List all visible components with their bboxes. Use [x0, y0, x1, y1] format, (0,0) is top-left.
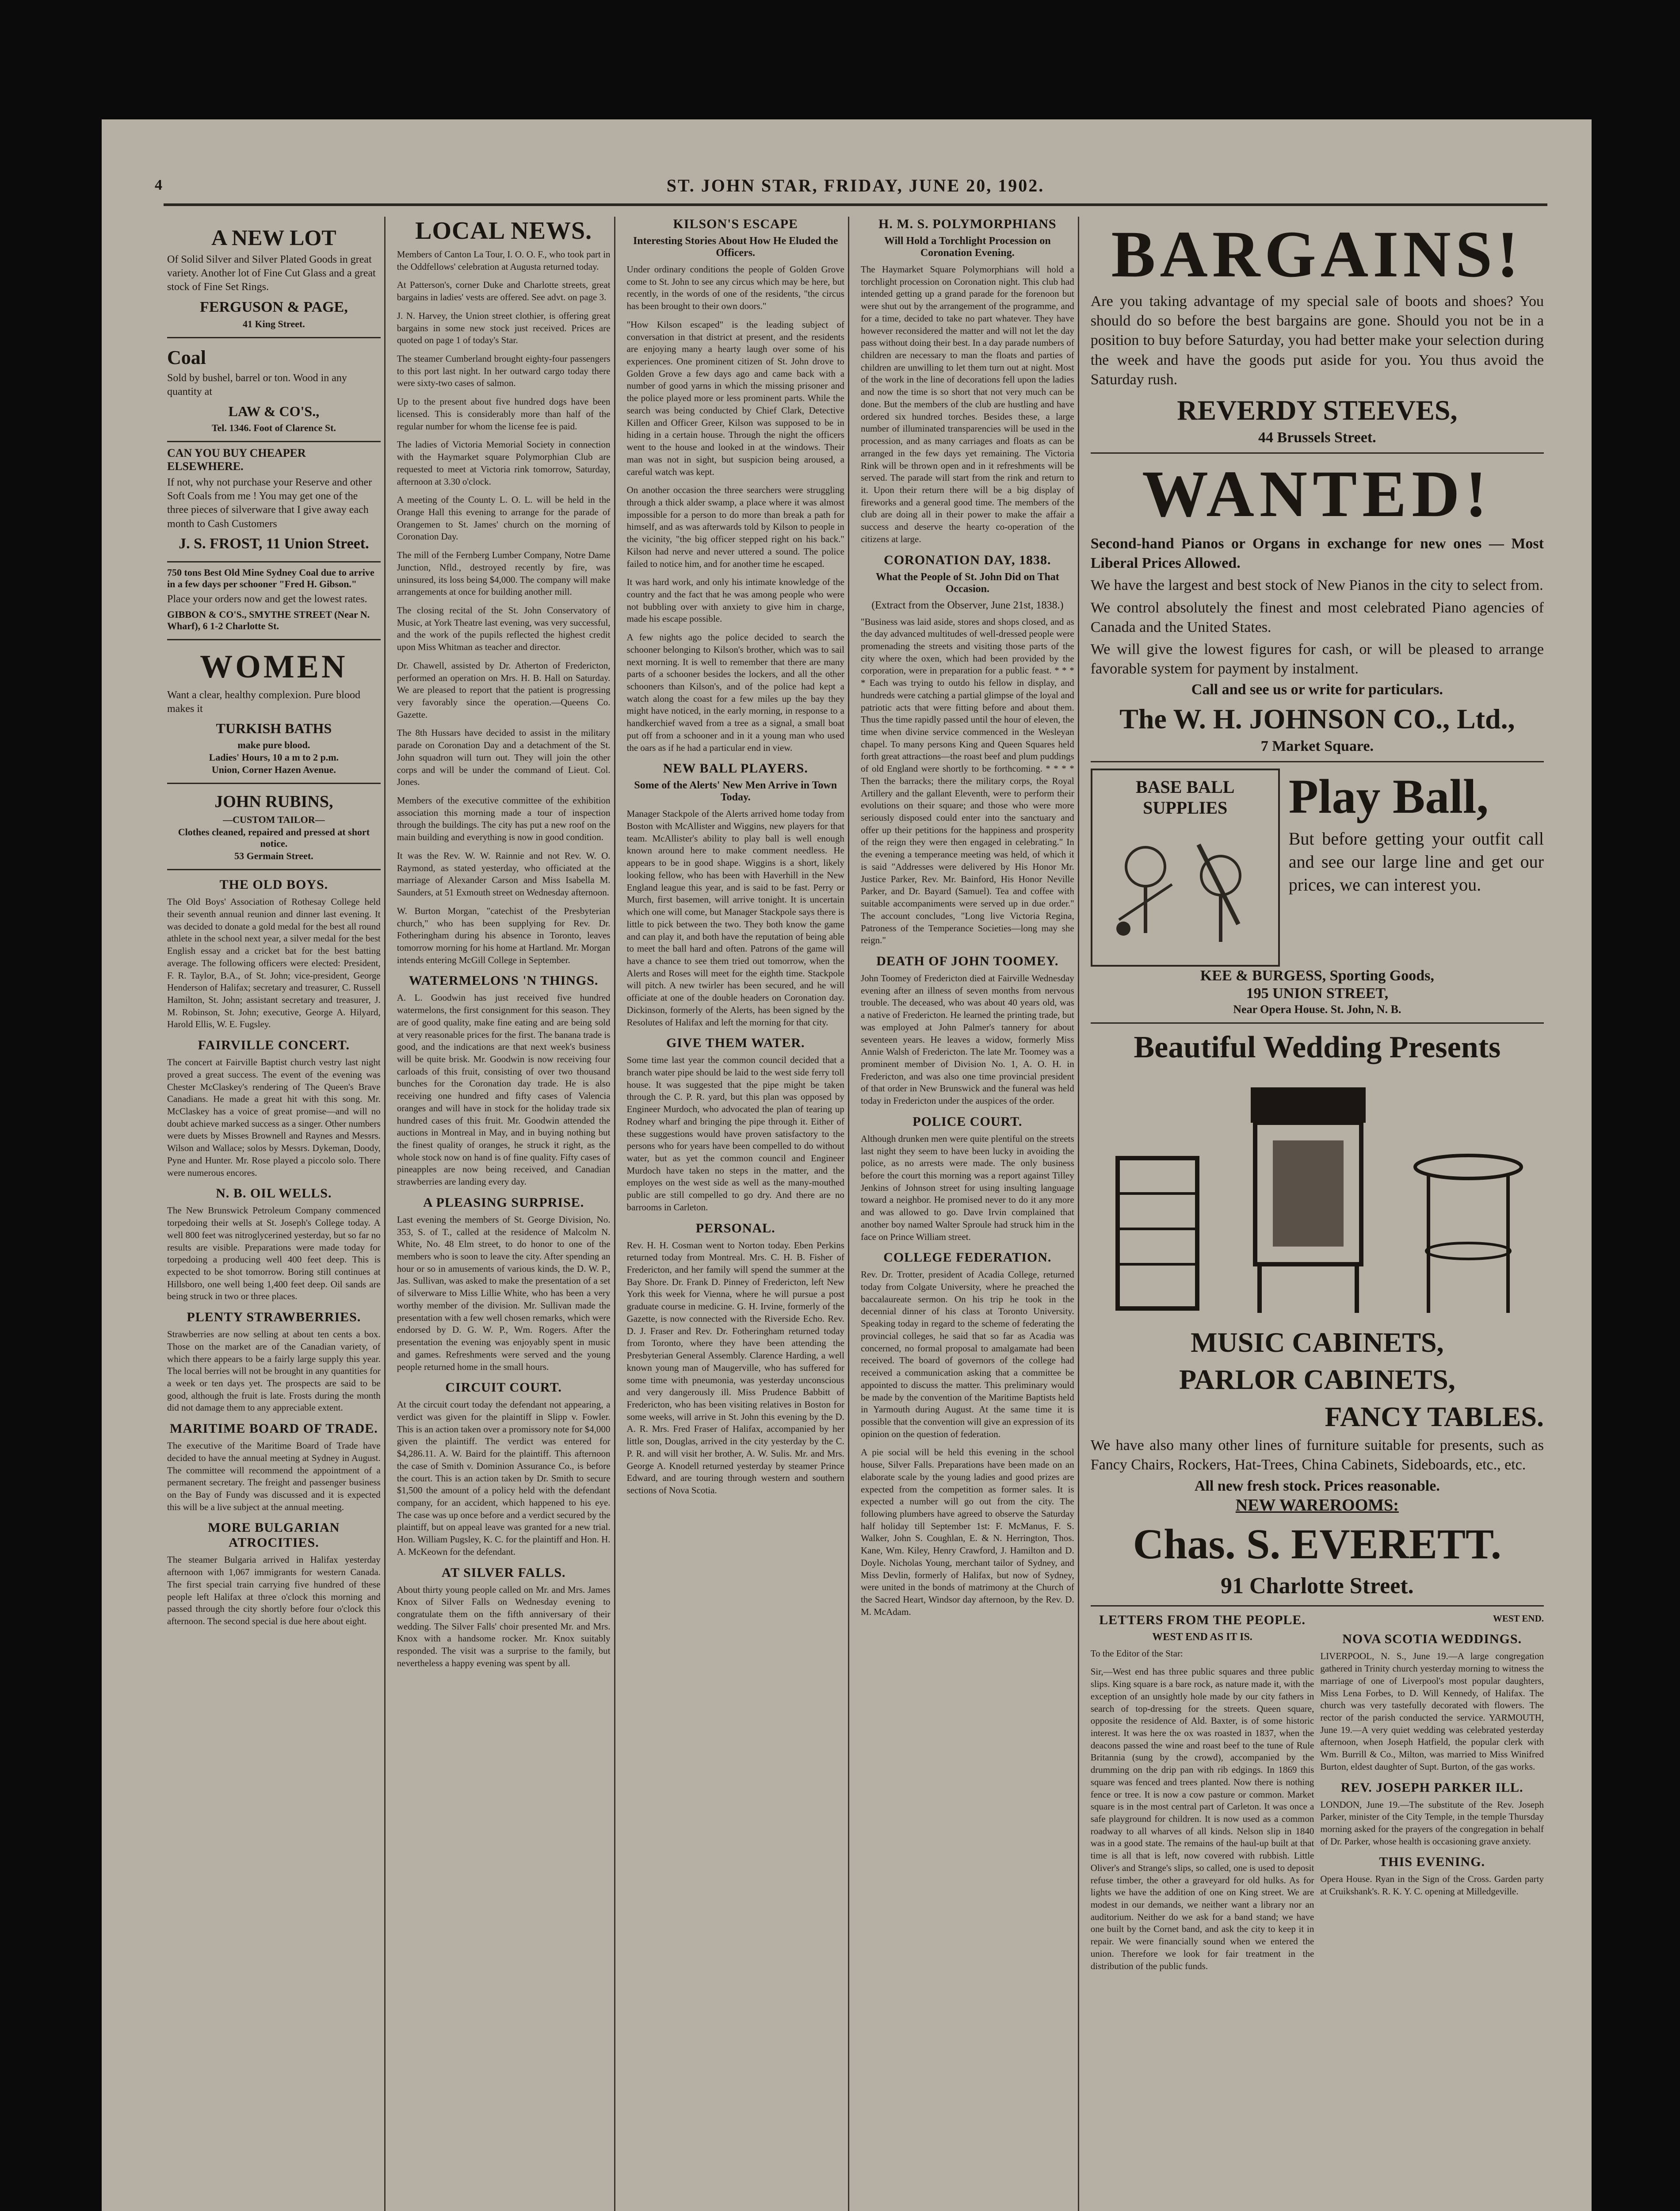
ad-john-rubins [167, 784, 381, 870]
ad-sub: —CUSTOM TAILOR— [223, 814, 325, 826]
headline: AT SILVER FALLS. [441, 1565, 566, 1580]
local-item: The closing recital of the St. John Conservatory of Music, at York Theatre last evening, was very successful, and the work of the pupils reflected the highest credit upon Miss Whitman as teacher and director. [397, 604, 611, 653]
subheadline: What the People of St. John Did on That Occasion. [875, 571, 1059, 595]
ad-text: Want a clear, healthy complexion. Pure blood makes it [167, 689, 360, 715]
headline: LETTERS FROM THE PEOPLE. [1099, 1612, 1306, 1627]
local-item: The mill of the Fernberg Lumber Company, Notre Dame Junction, Nfld., destroyed recently by fire, was uninsured, its loss being $4,000. The company will make arrangements at once for building another mill. [397, 550, 611, 597]
ad-title: JOHN RUBINS, [214, 792, 333, 811]
column-4 [857, 217, 1079, 2211]
wedding-address: 91 Charlotte Street. [1221, 1573, 1414, 1599]
source-note: (Extract from the Observer, June 21st, 1838.) [871, 599, 1064, 611]
newspaper-page [102, 119, 1592, 2211]
article-text: Last evening the members of St. George Division, No. 353, S. of T., called at the residence of Malcolm N. White, No. 48 Elm street, to do honor to one of the members who is soon to leave the city. After spending an hour or so in amusements of various kinds, the D. W. P., Jas. Sullivan, was asked to make the presentation of a set of silverware to Miss Lillie White, who has been a very worthy member of the division. Mr. Sullivan made the presentation with a few well chosen remarks, which were endorsed by D. G. W. P., Wm. Rogers. After the presentation the evening was enjoyably spent in music and games. Refreshments were served and the young people returned home in the small hours. [397, 1214, 611, 1372]
local-item: Members of the executive committee of the exhibition association this morning made a tour of inspection through the buildings. The city has put a new roof on the main building and everything is now in good condition. [397, 795, 611, 843]
article-text: The Old Boys' Association of Rothesay College held their seventh annual reunion and dinner last evening. It was decided to donate a gold medal for the best all round athlete in the school next year, a silver medal for the best English essay and a cricket bat for the best batting average. The following officers were elected: President, F. R. Taylor, B.A., of St. John; vice-president, George Henderson of Halifax; secretary and treasurer, C. Russell Hamilton, St. John; assistant secretary and treasurer, J. M. Robinson, St. John; executive, George A. Hilyard, Harold Ellis, W. E. Fugsley. [167, 896, 381, 1030]
bargains-title: BARGAINS! [1111, 218, 1523, 291]
headline: FAIRVILLE CONCERT. [198, 1038, 350, 1053]
headline: PERSONAL. [695, 1220, 775, 1236]
article-text: Manager Stackpole of the Alerts arrived home today from Boston with McAllister and Wiggins, new players for that team. McAllister's ability to play ball is well enough known around here to make comment needless. He appears to be in good shape. Wiggins is a short, likely looking fellow, who has been with Haverhill in the New England league this year, and is said to be fast. Perry or Murch, first basemen, will arrive tonight. It is uncertain which one will come, but Manager Stackpole says there is little to pick between the two. They both know the game and can play it, and both have the reputation of being able to meet the ball hard and often. Patrons of the game will have a chance to see them tried out tomorrow, when the Alerts and Roses will meet for the eighth time. Stackpole will pitch. A new twirler has been secured, and he will officiate at one of the double headers on Coronation day. Dickinson, formerly of the Alerts, has been signed by the Resolutes of Halifax and left the morning for that city. [626, 808, 844, 1028]
ad-text: If not, why not purchase your Reserve and other Soft Coals from me ! You may get one of the three pieces of silverware that I give away each month to Cash Customers [167, 476, 372, 530]
play-ball-title: Play Ball, [1288, 769, 1489, 824]
baseball-copy [1289, 769, 1544, 899]
ad-frost [167, 442, 381, 562]
headline: CIRCUIT COURT. [445, 1380, 562, 1395]
column-2 [393, 217, 615, 2211]
article-text: Strawberries are now selling at about ten cents a box. Those on the market are of the Canadian variety, of which there appears to be a fairly large supply this year. The local berries will not be brought in any quantities for a week or ten days yet. The prospects are said to be good, although the fruit is late. Frosts during the month did not damage them to any appreciable extent. [167, 1329, 381, 1413]
column-3 [623, 217, 849, 2211]
article-text: The executive of the Maritime Board of Trade have decided to have the annual meeting at Sydney in August. The committee will recommend the appointment of a permanent secretary. The freight and passenger business on the Bay of Fundy was discussed and it is expected this will be a live subject at the annual meeting. [167, 1440, 381, 1512]
article-text: The steamer Bulgaria arrived in Halifax yesterday afternoon with 1,067 immigrants for western Canada. The first special train carrying five hundred of these people left Halifax at three o'clock this morning and passed through the city shortly before four o'clock this afternoon. The second special is due here about eight. [167, 1554, 381, 1627]
article-text: The New Brunswick Petroleum Company commenced torpedoing their wells at St. Joseph's College today. A well 800 feet was nitroglycerined yesterday, but so far no results are visible. Preparations were made today for torpedoing a producing well 400 feet deep. This is expected to be shot tomorrow. Boring still continues at Hillsboro, one well being 1,400 feet deep. Oil sands are being struck in two or three places. [167, 1205, 381, 1302]
fancy-table-icon [1411, 1149, 1526, 1317]
local-item: Up to the present about five hundred dogs have been licensed. This is considerably more than half of the regular number for whom the license fee is paid. [397, 396, 611, 432]
subheadline: WEST END AS IT IS. [1152, 1631, 1252, 1643]
ad-sub: TURKISH BATHS [216, 720, 332, 737]
letter-salutation: To the Editor of the Star: [1090, 1648, 1183, 1659]
page-number: 4 [155, 177, 162, 193]
headline: PLENTY STRAWBERRIES. [187, 1310, 361, 1325]
article-text: LONDON, June 19.—The substitute of the Rev. Joseph Parker, minister of the City Temple, in the temple Thursday morning asked for the prayers of the congregation in behalf of Dr. Parker, whose health is occasioning grave anxiety. [1320, 1799, 1544, 1847]
bargains-text: Are you taking advantage of my special sale of boots and shoes? You should do so before the best bargains are gone. Should you not be in a position to buy before Saturday, you had better make your selection during the week and have the goods put aside for you. You thus avoid the Saturday rush. [1090, 293, 1544, 388]
wedding-line-3: FANCY TABLES. [1325, 1401, 1544, 1433]
headline: POLICE COURT. [913, 1114, 1023, 1129]
local-item: Members of Canton La Tour, I. O. O. F., who took part in the Oddfellows' celebration at Augusta returned today. [397, 249, 611, 272]
subheadline: Interesting Stories About How He Eluded the Officers. [633, 235, 838, 259]
article-text: LIVERPOOL, N. S., June 19.—A large congregation gathered in Trinity church yesterday morning to witness the marriage of one of Liverpool's most popular daughters, Miss Lena Forbes, to D. Will Kennedy, of Halifax. The church was very tastefully decorated with flowers. The rector of the parish conducted the service. YARMOUTH, June 19.—A very quiet wedding was celebrated yesterday afternoon, when Joseph Hatfield, the popular clerk with Wm. Burrill & Co., Milton, was married to Miss Winifred Burton, eldest daughter of Supt. Burton, of the gas works. [1320, 1651, 1544, 1772]
headline: DEATH OF JOHN TOOMEY. [876, 953, 1059, 968]
ad-title: A NEW LOT [211, 225, 336, 250]
headline: CORONATION DAY, 1838. [884, 552, 1051, 567]
letter-text: Sir,—West end has three public squares and three public slips. King square is a bare rock, as nature made it, with the exception of an unsightly hole made by our city fathers in search of top-dressing for the streets. Queen square, opposite the residence of Ald. Baxter, is of some historic interest. It was here the ox was roasted in 1837, when the deacons passed the wine and roast beef to the tune of Rule Britannia (sung by the crowd), accompanied by the drumming on the drip pan with rib edgings. In 1869 this square was fenced and trees planted. Now there is nothing fence or tree. It is now a cow pasture or common. Market square is in the most central part of Carleton. It was once a safe playground for children. It is now used as a common roadway to all wharves of all kinds. Nelson slip in 1840 was in a good state. The remains of the haul-up built at that time is all that is left, now covered with rubbish. Little Oliver's and Strange's slips, so called, one is used to deposit refuse timber, the other a graveyard for old hulks. As for lights we have the addition of one on King street. We are modest in our demands, we neither want a library nor an auditorium. Neither do we ask for a band stand; we have one built by the Cornet band, and ask the city to keep it in repair. We were financially sound when we entered the union. Therefore we look for fair treatment in the distribution of the public funds. [1090, 1666, 1314, 1971]
local-item: W. Burton Morgan, "catechist of the Presbyterian church," who has been supplying for Rev. Dr. Fotheringham during his absence in Toronto, leaves tomorrow morning for his home at Hartland. Mr. Morgan intends entering McGill College in September. [397, 905, 611, 965]
local-item: The 8th Hussars have decided to assist in the military parade on Coronation Day and a detachment of the St. John squadron will turn out. They will join the other corps and will be under the command of Lieut. Col. Jones. [397, 727, 611, 788]
baseball-illustration [1091, 769, 1280, 967]
parlor-cabinet-icon [1242, 1079, 1375, 1317]
local-news-heading: LOCAL NEWS. [415, 217, 592, 245]
headline: KILSON'S ESCAPE [673, 217, 798, 231]
column-1 [164, 217, 386, 2211]
letter-signature: WEST END. [1493, 1613, 1544, 1624]
headline: THIS EVENING. [1379, 1855, 1485, 1870]
wanted-firm: The W. H. JOHNSON CO., Ltd., [1119, 703, 1515, 735]
headline: NEW BALL PLAYERS. [663, 761, 808, 776]
ad-title: 750 tons Best Old Mine Sydney Coal due to arrive in a few days per schooner "Fred H. Gibson." [167, 566, 374, 589]
article-text: Under ordinary conditions the people of Golden Grove come to St. John to see any circus which may be here, but recently, in the words of one of the residents, "the circus has been brought to their own doors." [626, 264, 844, 312]
article-text: Opera House. Ryan in the Sign of the Cross. Garden party at Cruikshank's. R. K. Y. C. opening at Milledgeville. [1320, 1874, 1544, 1897]
ad-hours: Ladies' Hours, 10 a m to 2 p.m. [209, 752, 339, 763]
headline: N. B. OIL WELLS. [216, 1186, 332, 1201]
headline: MORE BULGARIAN ATROCITIES. [208, 1520, 340, 1550]
letters-col-b [1320, 1613, 1544, 1979]
music-cabinet-icon [1109, 1149, 1206, 1317]
headline: REV. JOSEPH PARKER ILL. [1340, 1780, 1523, 1795]
wedding-line-2: PARLOR CABINETS, [1179, 1364, 1455, 1396]
bargains-address: 44 Brussels Street. [1258, 429, 1376, 446]
article-text: Rev. H. H. Cosman went to Norton today. Eben Perkins returned today from Montreal. Mrs. C. H. B. Fisher of Fredericton, and her family will spend the summer at the Bay Shore. Dr. Frank D. Pinney of Fredericton, left New York this week for Vienna, where he will pursue a post graduate course in medicine. G. H. Irvine, formerly of the Gazette, is now connected with the Riverside Echo. Rev. D. J. Fraser and Rev. Dr. Fotheringham returned today from Toronto, where they have been attending the Presbyterian General Assembly. Clarence Harding, a well known young man of Maugerville, who has suffered for some time with pneumonia, was yesterday unconscious and very dangerously ill. Miss Prudence Babbitt of Fredericton, who has been visiting relatives in Boston for some weeks, will arrive in St. John this evening by the D. A. R. Mrs. Fred Fraser of Halifax, accompanied by her little son, Douglas, arrived in the city yesterday by the C. P. R. and will visit her brother, A. W. Sulis. Mr. and Mrs. George A. Knodell returned yesterday by steamer Prince Edward, and are touring through western and southern sections of Nova Scotia. [626, 1239, 844, 1496]
masthead-title: ST. JOHN STAR, FRIDAY, JUNE 20, 1902. [666, 176, 1045, 195]
column-5-ads [1087, 217, 1547, 2211]
article-text: About thirty young people called on Mr. and Mrs. James Knox of Silver Falls on Wednesday evening to congratulate them on the fifth anniversary of their wedding. The Silver Falls' choir presented Mr. and Mrs. Knox with a handsome rocker. Mr. Knox suitably responded. The visit was a surprise to the family, but nevertheless a happy evening was spent by all. [397, 1584, 611, 1668]
ad-address: 41 King Street. [243, 318, 305, 329]
headline: MARITIME BOARD OF TRADE. [170, 1421, 378, 1436]
baseball-players-icon [1092, 818, 1275, 960]
divider [1091, 1022, 1544, 1024]
article-text: A pie social will be held this evening in the school house, Silver Falls. Preparations have been made on an elaborate scale by the young ladies and good prizes are expected from the competition as former sales. It is expected a number will go out from the city. The following plumbers have agreed to observe the Saturday half holiday till September 1st: F. McManus, F. S. Walker, John S. Coughlan, E. & N. Herrington, Thos. Kane, Wm. Kiley, Henry Crawford, J. Hamilton and D. Doyle. Nicholas Young, merchant tailor of Sydney, and Miss Devlin, formerly of Halifax, but now of Sydney, were united in the bonds of matrimony at the Church of the Sacred Heart, Windsor day afternoon, by the Rev. D. M. McAdam. [860, 1447, 1074, 1617]
article-text: Some time last year the common council decided that a branch water pipe should be laid to the west side ferry toll house. It was suggested that the pipe might be taken through the C. P. R. yard, but this plan was opposed by Engineer Murdoch, who advocated the plan of tearing up Rodney wharf and bringing the pipe through it. Either of these suggestions would have proven satisfactory to the persons who for years have been compelled to do without water, but as yet the common council and Engineer Murdoch have taken no steps in the matter, and the employes on the west side as well as the many-mouthed public are still compelled to go dry. And there are no barrooms in Carleton. [626, 1055, 844, 1213]
ad-law-coal [167, 338, 381, 442]
subheadline: Will Hold a Torchlight Procession on Coronation Evening. [884, 235, 1051, 259]
local-item: J. N. Harvey, the Union street clothier, is offering great bargains in some new stock just received. Prices are quoted on page 1 of today's Star. [397, 310, 611, 346]
headline: COLLEGE FEDERATION. [883, 1250, 1052, 1265]
ad-ferguson-page [167, 217, 381, 338]
wedding-title: Beautiful Wedding Presents [1134, 1030, 1501, 1065]
letters-col-a [1091, 1613, 1314, 1979]
headline: A PLEASING SURPRISE. [423, 1195, 584, 1210]
ad-text: Place your orders now and get the lowest rates. [167, 593, 367, 605]
local-item: A meeting of the County L. O. L. will be held in the Orange Hall this evening to arrange for the parade of Orangemen to St. James' church on the morning of Coronation Day. [397, 494, 611, 542]
article-text: Rev. Dr. Trotter, president of Acadia College, returned today from Colgate University, where he preached the baccalaureate sermon. On his trip he took in the decennial dinner of his class at Toronto University. Speaking today in regard to the scheme of federating the provincial colleges, he said that so far as Acadia was concerned, no formal proposal to amalgamate had been received. The board of governors of the college had received a communication asking that a committee be appointed to discuss the matter. This preliminary would be made by the convention of the Maritime Baptists held in Yarmouth during August. At the same time it is possible that the convention will give an expression of its opinion on the question of federation. [860, 1269, 1074, 1439]
wanted-address: 7 Market Square. [1260, 738, 1374, 755]
article-text: The Haymarket Square Polymorphians will hold a torchlight procession on Coronation night. This club had intended getting up a grand parade for the forenoon but were shut out by the arrangement of the programme, and for a time, decided to take no part whatever. They have however reconsidered the matter and will not let the day pass without doing their best. In a day parade numbers of children are necessary to man the floats and parties of children are unwilling to let them turn out at night. Most of the work in the line of decorations fell upon the ladies and now the time is so short that not very much can be done. But the members of the club are hustling and have ordered six hundred torches. Besides these, a large number of illuminated transparencies will be used in the procession, and as many carriages and floats as can be arranged in the few days yet remaining. The Victoria Rink will be thrown open and in it refreshments will be served. The parade will start from the rink and return to it. Upon their return there will be a big display of fireworks and a general good time. The members of the club are doing all in their power to make the affair a success and deserve the hearty co-operation of the citizens at large. [860, 264, 1074, 544]
wedding-firm: Chas. S. EVERETT. [1133, 1520, 1501, 1568]
letters-section [1091, 1613, 1544, 1979]
wanted-title: WANTED! [1142, 457, 1493, 531]
article-text: On another occasion the three searchers were struggling through a thick alder swamp, a place where it was almost impossible for a person to do more than break a path for himself, and as was afterwards told by Kilson to people in the vicinity, "the big officer stepped right on his back." Kilson had nerve and never uttered a sound. The police failed to notice him, and for another time he escaped. [626, 485, 844, 569]
ad-title: CAN YOU BUY CHEAPER ELSEWHERE. [167, 446, 306, 473]
wedding-line-1: MUSIC CABINETS, [1191, 1327, 1444, 1358]
headline: THE OLD BOYS. [219, 877, 328, 892]
article-text: Although drunken men were quite plentiful on the streets last night they seem to have been lucky in avoiding the police, as no arrests were made. The only business before the court this morning was a report against Tilley Jenkins of Johnson street for using insulting language toward a neighbor. He promised never to do it any more and was allowed to go. Dave Irvin complained that another boy named Walter Sproule had struck him in the face on Prince William street. [860, 1133, 1074, 1242]
baseball-address: 195 UNION STREET, [1246, 985, 1389, 1002]
headline: WATERMELONS 'N THINGS. [409, 973, 599, 988]
headline: H. M. S. POLYMORPHIANS [878, 217, 1057, 231]
baseball-firm: KEE & BURGESS, Sporting Goods, [1200, 968, 1434, 984]
headline: GIVE THEM WATER. [666, 1036, 805, 1051]
wanted-lead: Second-hand Pianos or Organs in exchange for new ones — Most Liberal Prices Allowed. [1090, 535, 1544, 572]
ad-text: Of Solid Silver and Silver Plated Goods in great variety. Another lot of Fine Cut Glass and a great stock of Fine Set Rings. [167, 254, 376, 293]
baseball-label: BASE BALL SUPPLIES [1135, 777, 1235, 818]
baseball-address-2: Near Opera House. St. John, N. B. [1233, 1003, 1401, 1016]
wanted-text: Call and see us or write for particulars. [1191, 681, 1443, 698]
article-text: A few nights ago the police decided to search the schooner belonging to Kilson's brother, which was to sail next morning. It is well to remember that there are many parts of a schooner besides the lockers, and all the other schooners than Kilson's, and of the police had kept a watch along the coast for a few miles up the bay they might have noticed, in the early morning, in response to a handkerchief waved from a tree as a signal, a small boat put off from a schooner and in it a young man who used the oars as if he had a particular end in view. [626, 632, 844, 753]
wanted-text: We control absolutely the finest and most celebrated Piano agencies of Canada and the United States. [1090, 599, 1544, 635]
ad-firm: J. S. FROST, 11 Union Street. [179, 535, 369, 552]
ad-gibbon [167, 562, 381, 640]
wedding-new: NEW WAREROOMS: [1235, 1496, 1399, 1515]
wedding-text-2: All new fresh stock. Prices reasonable. [1194, 1477, 1440, 1494]
play-ball-text: But before getting your outfit call and see our large line and get our prices, we can interest you. [1288, 829, 1544, 895]
article-text: It was hard work, and only his intimate knowledge of the country and the fact that he was among people who were not bubbling over with anxiety to give him in charge, made his escape possible. [626, 577, 844, 624]
wedding-text: We have also many other lines of furniture suitable for presents, such as Fancy Chairs, Rockers, Hat-Trees, China Cabinets, Sideboards, etc., etc. [1090, 1437, 1544, 1473]
article-text: "Business was laid aside, stores and shops closed, and as the day advanced multitudes of well-dressed people were promenading the streets and visiting those parts of the city where the oxen, which had been provided by the corporation, were in preparation for a public feast. * * * * Each was trying to outdo his fellow in display, and hundreds were catching a partial glimpse of the loyal and patriotic acts that were fitting before and about them. Thus the time rapidly passed until the hour of eleven, the time when divine service commenced in the Wesleyan chapel. To many persons King and Queen Squares held forth great attractions—the roast beef and plum puddings of old England were shortly to be forthcoming. * * * * Then the barracks; there the military corps, the Royal Artillery and the gallant Eleventh, were to perform their evolutions on their square; and those who were more seriously disposed could enter into the sanctuary and offer up their petitions for the happiness and prosperity of the reign they were then engaged in celebrating." In the evening a temperance meeting was held, of which it is said "Addresses were delivered by His Honor Mr. Justice Parker, Rev. Mr. Bainford, His Honor Neville Parker, and Dr. Bayard (Samuel). Tea and coffee with suitable accompaniments were served up in due order." The account concludes, "Long live Victoria Regina, Patroness of the Temperance Societies—long may she reign." [860, 616, 1074, 946]
local-item: The steamer Cumberland brought eighty-four passengers to this port last night. In her outward cargo today there were sixty-two cases of salmon. [397, 353, 611, 389]
ad-text: Sold by bushel, barrel or ton. Wood in any quantity at [167, 372, 347, 398]
wanted-text: We have the largest and best stock of New Pianos in the city to select from. [1090, 577, 1543, 594]
headline: NOVA SCOTIA WEDDINGS. [1342, 1632, 1522, 1647]
ad-firm: GIBBON & CO'S., SMYTHE STREET (Near N. Wharf), 6 1-2 Charlotte St. [167, 608, 370, 631]
local-item: It was the Rev. W. W. Rainnie and not Rev. W. O. Raymond, as stated yesterday, who officiated at the marriage of Alexander Carson and Miss Isabella M. Saunders, at 51 Exmouth street on Wednesday afternoon. [397, 850, 611, 898]
article-text: "How Kilson escaped" is the leading subject of conversation in that district at present, and the residents are enjoying many a hearty laugh over some of his experiences. One prominent citizen of St. John drove to Golden Grove a few days ago and came back with a number of good yarns in which the missing prisoner and the police played more or less prominent parts. While the search was being conducted by Chief Clark, Detective Killen and Officer Greer, Kilson was supposed to be in hiding in a certain house. Through the night the officers went to the house and looked in at the windows. Their man was not in sight, but suspicion being aroused, a careful watch was kept. [626, 319, 844, 477]
ad-text: Clothes cleaned, repaired and pressed at short notice. [178, 826, 370, 849]
ad-title: Coal [167, 346, 206, 368]
local-item: Dr. Chawell, assisted by Dr. Atherton of Fredericton, performed an operation on Mrs. H. B. Hall on Saturday. We are pleased to report that the patient is progressing very favorably since the operation.—Queens Co. Gazette. [397, 660, 611, 720]
ad-sub2: make pure blood. [237, 739, 310, 751]
ad-title: WOMEN [200, 648, 348, 685]
ad-firm: FERGUSON & PAGE, [200, 298, 348, 315]
ad-address: Tel. 1346. Foot of Clarence St. [211, 422, 336, 433]
article-text: At the circuit court today the defendant not appearing, a verdict was given for the plaintiff in Slipp v. Fowler. This is an action taken over a promissory note for $4,000 given the plaintiff. The verdict was entered for $4,286.11. A. W. Baird for the plaintiff. This afternoon the case of Smith v. Dominion Assurance Co., is before the court. This is an action taken by Dr. Smith to secure $1,500 the amount of a policy held with the defendant company, for an accident, which happened to his eye. The case was up once before and a verdict secured by the plaintiff, but on appeal leave was granted for a new trial. Hon. William Pugsley, K. C. for the plaintiff and Hon. H. A. McKeown for the defendant. [397, 1399, 611, 1557]
divider [1091, 761, 1544, 762]
article-text: John Toomey of Fredericton died at Fairville Wednesday evening after an illness of seven months from nervous trouble. The deceased, who was about 40 years old, was a native of Fredericton. He learned the printing trade, but was employed at John Palmer's tannery for about seventeen years. He leaves a widow, formerly Miss Annie Walsh of Fredericton. The late Mr. Toomey was a prominent member of Division No. 1, A. O. H. in Fredericton, and was also one time provincial president of that order in New Brunswick and the funeral was held today in Fredericton under the auspices of the order. [860, 972, 1074, 1106]
ad-address: Union, Corner Hazen Avenue. [211, 764, 336, 776]
ad-turkish-baths [167, 640, 381, 784]
local-item: At Patterson's, corner Duke and Charlotte streets, great bargains in ladies' vests are offered. See advt. on page 3. [397, 279, 611, 303]
masthead [155, 172, 1547, 206]
local-item: The ladies of Victoria Memorial Society in connection with the Haymarket square Polymorphian Club are requested to meet at Victoria rink tomorrow, Saturday, afternoon at 3.30 o'clock. [397, 439, 611, 487]
wanted-text: We will give the lowest figures for cash, or will be pleased to arrange favorable system for payment by instalment. [1090, 641, 1544, 677]
baseball-ad [1091, 769, 1544, 967]
bargains-firm: REVERDY STEEVES, [1177, 394, 1458, 426]
ad-firm: LAW & CO'S., [228, 403, 320, 419]
article-text: The concert at Fairville Baptist church vestry last night proved a great success. The event of the evening was Chester McClaskey's rendering of The Queen's Brave Canadians. He made a great hit with this song. Mr. McClaskey has a voice of great promise—and will no doubt achieve marked success as a singer. Other numbers were duets by Misses Brownell and Raynes and Messrs. Wilson and Wallace; solos by Messrs. Dykeman, Doody, Pyne and Hunter. Mr. Rose played a piccolo solo. There were numerous encores. [167, 1057, 381, 1178]
columns [164, 217, 1547, 2211]
divider [1091, 452, 1544, 454]
ad-address: 53 Germain Street. [234, 850, 313, 862]
furniture-illustrations [1091, 1070, 1544, 1317]
article-text: A. L. Goodwin has just received five hundred watermelons, the first consignment for this season. They are of good quality, make fine eating and are being sold at very reasonable prices for the first. The banana trade is good, and the indications are that next week's business will be quite brisk. Mr. Goodwin is now receiving four carloads of this fruit, consisting of over two thousand bunches for the Coronation day trade. He is also receiving one hundred and fifty cases of Valencia oranges and will have in stock for the holiday trade six hundred cases of this fruit. Mr. Goodwin attended the auctions in Montreal in May, and in buying nothing but the finest quality of oranges, he struck it right, as the whole stock now on hand is of fine quality. Fifty cases of pineapples are now being received, and Canadian strawberries are landing every day. [397, 992, 611, 1187]
divider [1091, 1605, 1544, 1607]
subheadline: Some of the Alerts' New Men Arrive in Town Today. [634, 780, 837, 803]
